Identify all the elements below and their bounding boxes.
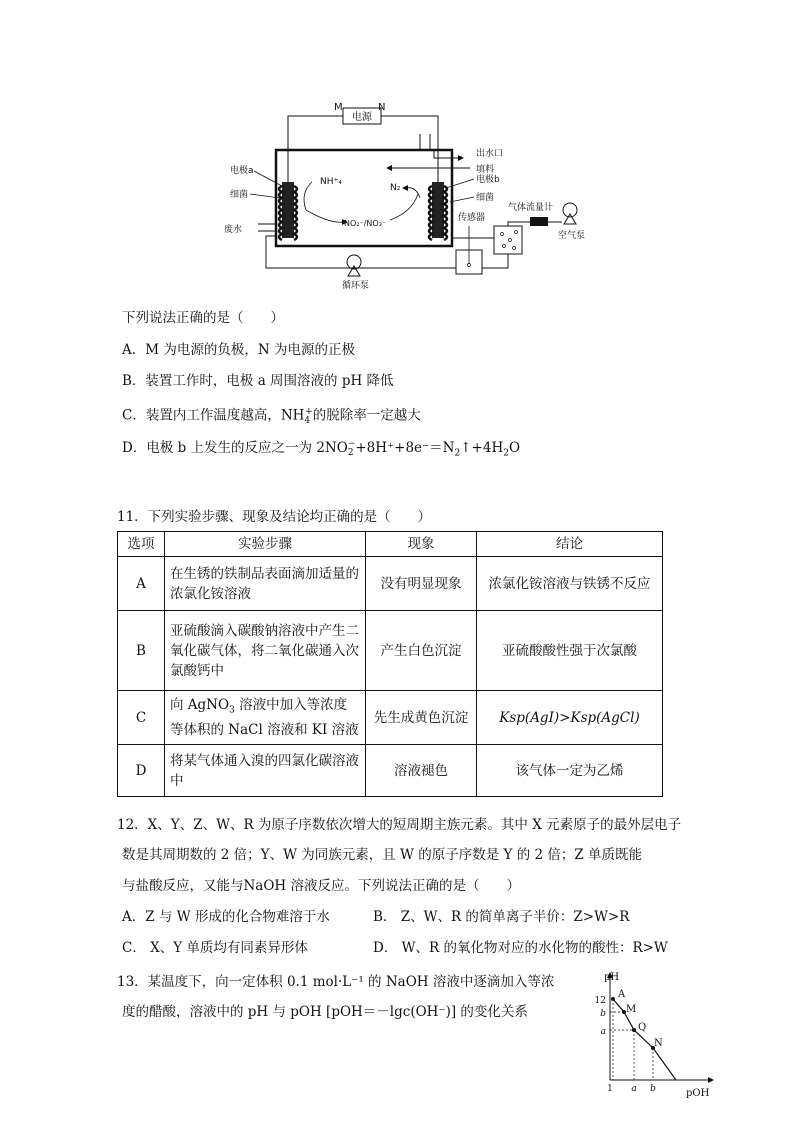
row-option: D [118, 745, 165, 797]
point-m-label: M [626, 1004, 637, 1015]
q10-stem: 下列说法正确的是（ ） [122, 310, 284, 326]
q12-option-c: C． X、Y 单质均有同素异形体 [122, 940, 308, 956]
terminal-m-label: M [334, 102, 343, 113]
n2-label: N₂ [390, 183, 401, 193]
air-pump-label: 空气泵 [558, 231, 586, 241]
row-conclusion: 该气体一定为乙烯 [477, 745, 663, 797]
q13-stem-line2: 度的醋酸，溶液中的 pH 与 pOH [pOH＝－lgc(OH⁻)] 的变化关系 [122, 1004, 528, 1020]
x-tick-label: a [631, 1084, 637, 1094]
q11-experiment-table [117, 531, 663, 797]
point-n-label: N [654, 1038, 663, 1049]
q10-option-d: D．电极 b 上发生的反应之一为 2NO − 2 $+8H^++8e^-=N_2↑+4H_2O$ [122, 438, 521, 459]
reaction-tank [276, 150, 452, 246]
table-row [118, 691, 663, 745]
row-option: C [118, 691, 165, 745]
q12-stem-line3: 与盐酸反应，又能与NaOH 溶液反应。下列说法正确的是（ ） [122, 878, 520, 894]
row-step: 在生锈的铁制品表面滴加适量的浓氯化铵溶液 [165, 557, 366, 611]
header-conclusion: 结论 [477, 532, 663, 557]
row-step: 向 AgNO$_3$ 溶液中加入等浓度等体积的 NaCl 溶液和 KI 溶液 [165, 691, 366, 745]
point-q-label: Q [638, 1022, 647, 1033]
y-axis-label: pH [604, 972, 620, 983]
q10-option-b: B．装置工作时，电极 a 周围溶液的 pH 降低 [122, 373, 394, 389]
point-q [632, 1028, 636, 1032]
q12-option-b: B． Z、W、R 的简单离子半价：Z>W>R [373, 909, 630, 925]
row-conclusion: 亚硫酸酸性强于次氯酸 [477, 611, 663, 691]
header-phenomenon: 现象 [366, 532, 477, 557]
x-tick-label: b [650, 1084, 656, 1094]
terminal-n-label: N [378, 102, 386, 113]
x-axis-label: pOH [686, 1088, 710, 1099]
y-tick-label: a [600, 1027, 606, 1037]
circulation-pump-label: 循环泵 [342, 281, 370, 291]
bacteria-left-label: 细菌 [230, 190, 249, 200]
q10-option-a: A．M 为电源的负极，N 为电源的正极 [122, 342, 355, 358]
row-step: 将某气体通入溴的四氯化碳溶液中 [165, 745, 366, 797]
power-supply-label: 电源 [352, 112, 372, 123]
q12-option-d: D． W、R 的氧化物对应的水化物的酸性：R>W [373, 940, 668, 956]
point-a-label: A [618, 989, 626, 1000]
q13-stem-line1: 13．某温度下，向一定体积 0.1 mol·L⁻¹ 的 NaOH 溶液中逐滴加入等浓 [117, 974, 555, 990]
row-phenomenon: 没有明显现象 [366, 557, 477, 611]
row-conclusion: 浓氯化铵溶液与铁锈不反应 [477, 557, 663, 611]
row-conclusion: Ksp(AgI)>Ksp(AgCl) [477, 691, 663, 745]
flowmeter-label: 气体流量计 [508, 203, 554, 213]
outlet-label: 出水口 [476, 149, 504, 159]
y-tick-label: b [600, 1009, 606, 1019]
q12-stem-line2: 数是其周期数的 2 倍；Y、W 为同族元素，且 W 的原子序数是 Y 的 2 倍；Z 单质既能 [122, 847, 643, 863]
table-row [118, 557, 663, 611]
header-step: 实验步骤 [165, 532, 366, 557]
q12-option-a: A．Z 与 W 形成的化合物难溶于水 [122, 909, 330, 925]
bacteria-right-label: 细菌 [476, 193, 495, 203]
nitrite-nitrate-label: NO₂⁻/NO₃⁻ [344, 219, 387, 228]
y-tick-label: 12 [594, 996, 606, 1006]
q11-stem: 11．下列实验步骤、现象及结论均正确的是（ ） [117, 509, 432, 525]
table-header-row [118, 532, 663, 557]
row-phenomenon: 产生白色沉淀 [366, 611, 477, 691]
row-phenomenon: 先生成黄色沉淀 [366, 691, 477, 745]
wastewater-label: 废水 [224, 225, 243, 235]
header-option: 选项 [118, 532, 165, 557]
filler-label: 填料 [476, 165, 495, 175]
table-row [118, 611, 663, 691]
row-option: B [118, 611, 165, 691]
gas-flowmeter [530, 217, 548, 226]
electrode-b-label: 电极b [476, 175, 500, 185]
ph-poh-graph [586, 968, 716, 1103]
row-phenomenon: 溶液褪色 [366, 745, 477, 797]
q10-option-c: C．装置内工作温度越高，$NH_4^+$的脱除率一定越大 [122, 407, 421, 427]
row-option: A [118, 557, 165, 611]
electrode-a-label: 电极a [230, 166, 254, 176]
table-row [118, 745, 663, 797]
q12-stem-line1: 12．X、Y、Z、W、R 为原子序数依次增大的短周期主族元素。其中 X 元素原子的最外层电子 [117, 817, 682, 833]
x-tick-label: 1 [607, 1084, 613, 1094]
nh4-label: NH⁺₄ [320, 177, 342, 187]
row-step: 亚硫酸滴入碳酸钠溶液中产生二氧化碳气体，将二氧化碳通入次氯酸钙中 [165, 611, 366, 691]
apparatus-diagram [220, 98, 600, 298]
sensor-label: 传感器 [458, 213, 486, 223]
point-a [611, 997, 615, 1001]
aeration-column [494, 226, 522, 254]
